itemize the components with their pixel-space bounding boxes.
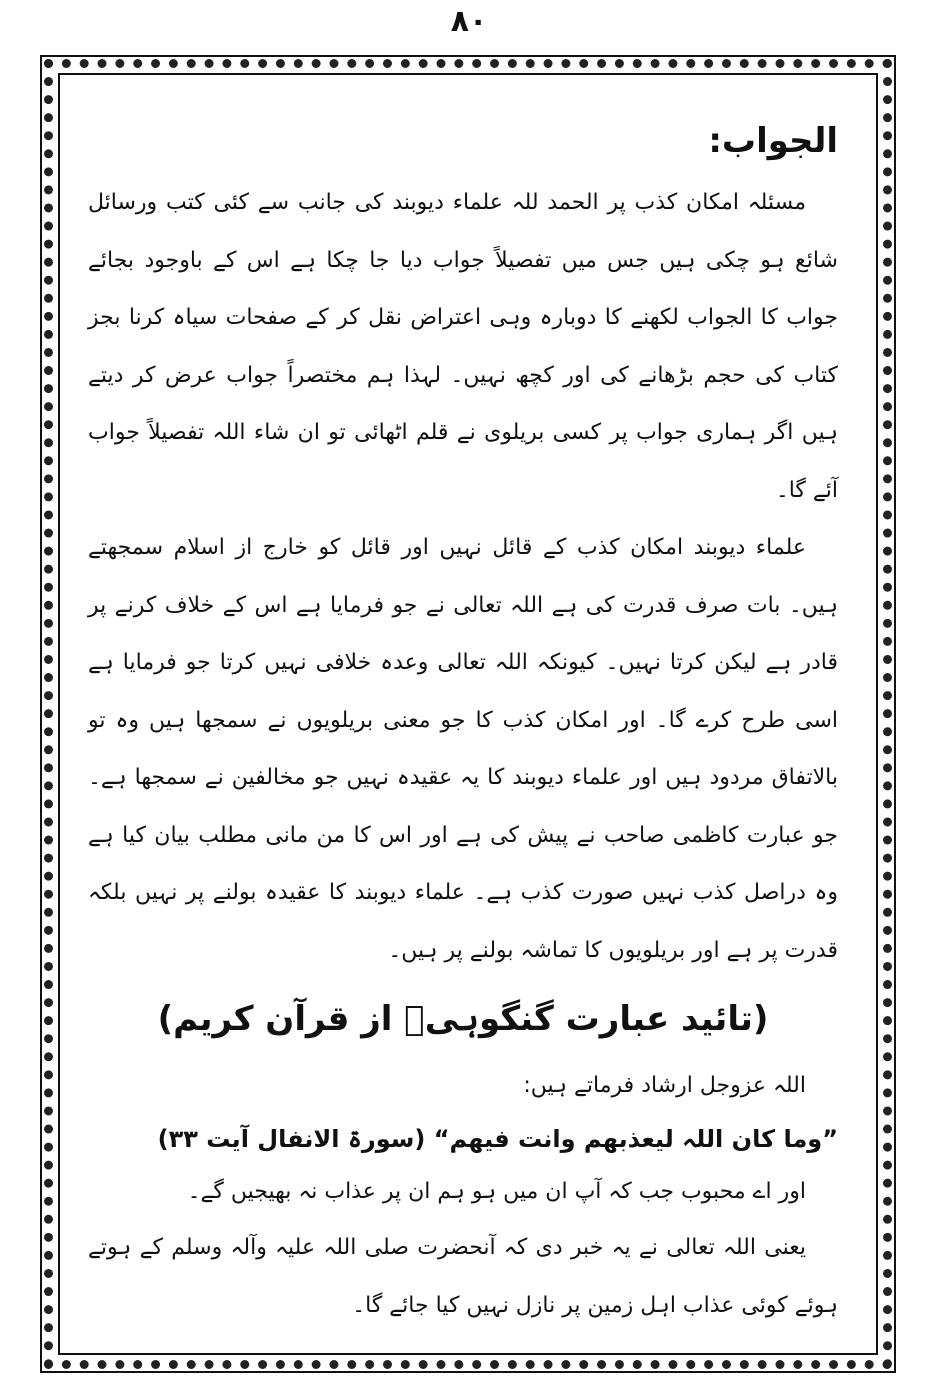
page-content bbox=[88, 112, 838, 1334]
answer-heading: الجواب: bbox=[708, 121, 838, 161]
paragraph-2: علماء دیوبند امکان کذب کے قائل نہیں اور قائل کو خارج از اسلام سمجھتے ہیں۔ بات صرف قدرت کی ہے اللہ تعالی نے جو فرمایا ہے اس کے خلاف کرنے پر قادر ہے لیکن کرتا نہیں۔ کیونکہ اللہ تعالی وعدہ خلافی نہیں کرتا جو فرمایا ہے اسی طرح کرے گا۔ اور امکان کذب کا جو معنی بریلویوں نے سمجھا ہیں وہ تو بالاتفاق مردود ہیں اور علماء دیوبند کا یہ عقیدہ نہیں جو مخالفین نے سمجھا ہے۔ جو عبارت کاظمی صاحب نے پیش کی ہے اور اس کا من مانی مطلب بیان کیا ہے وہ دراصل کذب نہیں صورت کذب ہے۔ علماء دیوبند کا عقیدہ بولنے پر نہیں بلکہ قدرت پر ہے اور بریلویوں کا تماشہ بولنے پر ہیں۔ bbox=[88, 535, 838, 963]
intro-line: اللہ عزوجل ارشاد فرماتے ہیں: bbox=[523, 1073, 806, 1098]
quran-verse: ”وما کان اللہ لیعذبھم وانت فیھم“ (سورۃ الانفال آیت ۳۳) bbox=[157, 1125, 838, 1153]
section-title: (تائید عبارت گنگوہیؒ از قرآن کریم) bbox=[157, 999, 769, 1039]
paragraph-1: مسئلہ امکان کذب پر الحمد للہ علماء دیوبند کی جانب سے کئی کتب ورسائل شائع ہو چکی ہیں جس میں تفصیلاً جواب دیا جا چکا ہے اس کے باوجود بجائے جواب کا الجواب لکھنے کا دوبارہ وہی اعتراض نقل کر کے صفحات سیاہ کرنا بجز کتاب کی حجم بڑھانے کی اور کچھ نہیں۔ لہذا ہم مختصراً جواب عرض کر دیتے ہیں اگر ہماری جواب پر کسی بریلوی نے قلم اٹھائی تو ان شاء اللہ تفصیلاً جواب آئے گا۔ bbox=[88, 190, 838, 503]
verse-translation: اور اے محبوب جب کہ آپ ان میں ہو ہم ان پر عذاب نہ بھیجیں گے۔ bbox=[187, 1179, 806, 1204]
page-number: ٨٠ bbox=[450, 4, 488, 39]
verse-explanation: یعنی اللہ تعالی نے یہ خبر دی کہ آنحضرت صلی اللہ علیہ وآلہ وسلم کے ہوتے ہوئے کوئی عذاب اہل زمین پر نازل نہیں کیا جائے گا۔ bbox=[88, 1235, 838, 1318]
